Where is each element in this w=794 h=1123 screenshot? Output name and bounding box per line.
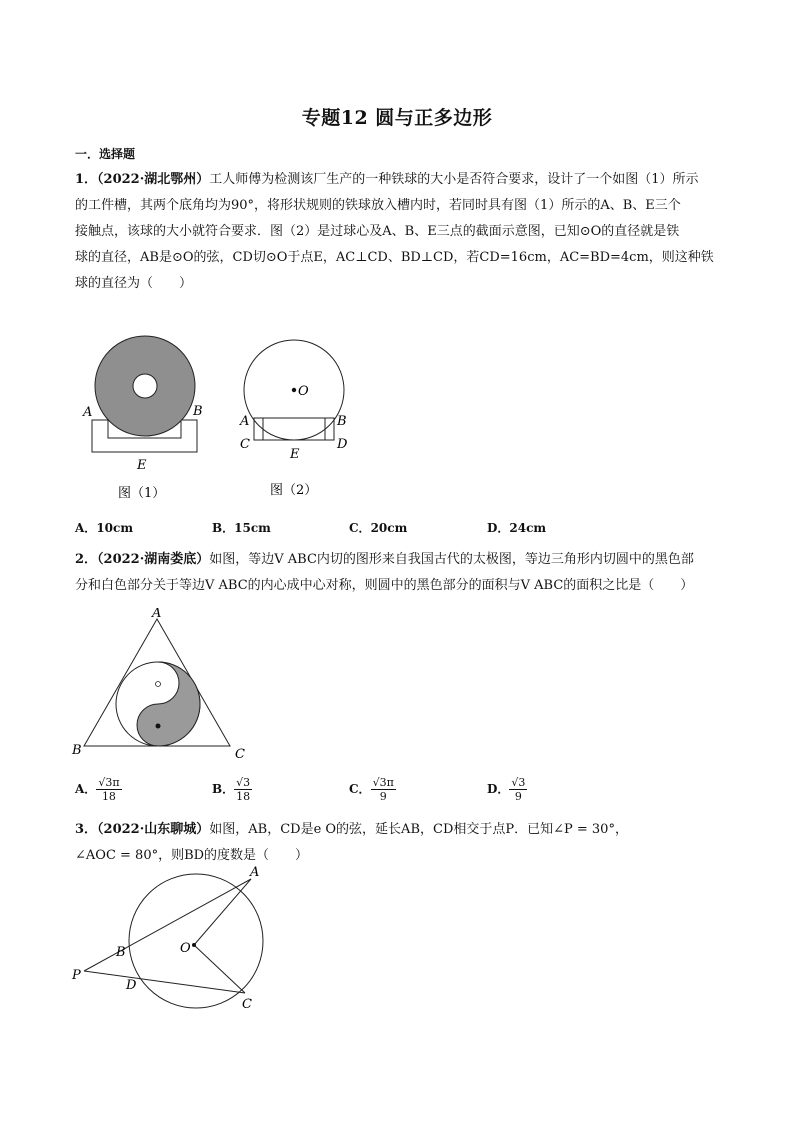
fig1-label-b: B: [193, 404, 203, 419]
question-2-text: [75, 547, 725, 599]
question-1-text: [75, 167, 725, 297]
q2-option-a-denominator: 18: [101, 790, 116, 803]
q2-option-c-fraction: [371, 776, 396, 803]
taiji-dark-dot: [156, 724, 161, 729]
question-1-line-1: [75, 167, 725, 193]
question-1-source: （2022·湖北鄂州）: [97, 172, 210, 187]
question-3-line-1: [75, 817, 725, 843]
q2-option-c[interactable]: [349, 776, 396, 803]
radius-oa: [194, 879, 251, 945]
q2-option-b[interactable]: [212, 776, 252, 803]
radius-oc: [194, 945, 245, 993]
question-2-number: 2．: [75, 552, 98, 567]
question-1-line-5: 球的直径为（ ）: [75, 276, 193, 291]
q2-option-b-numerator: √3: [236, 776, 251, 789]
question-1-line-4: 球的直径，AB是⊙O的弦，CD切⊙O于点E，AC⊥CD、BD⊥CD，若CD=16cm，AC=BD=4cm，则这种铁: [75, 250, 714, 265]
q2-option-c-label: C．: [349, 782, 371, 796]
line-pa: [84, 879, 251, 971]
fig-q3-label-o: O: [180, 941, 191, 956]
line-pc: [84, 971, 245, 993]
question-1-line-3: 接触点，该球的大小就符合要求．图（2）是过球心及A、B、E三点的截面示意图，已知⊙O的直径就是铁: [75, 224, 680, 239]
question-3-line-2: ∠AOC = 80°，则BD的度数是（ ）: [75, 848, 309, 863]
fig-q2-label-b: B: [72, 743, 82, 758]
q2-option-c-numerator: √3π: [372, 776, 394, 789]
q2-option-d-numerator: √3: [511, 776, 526, 789]
fig-q3-label-d: D: [126, 978, 137, 993]
center-o-dot: [292, 388, 296, 392]
q1-option-b[interactable]: [212, 519, 271, 536]
question-1-line-2: 的工件槽，其两个底角均为90°，将形状规则的铁球放入槽内时，若同时具有图（1）所示的A、B、E三个: [75, 198, 681, 213]
q1-option-c[interactable]: [349, 519, 407, 536]
q2-option-c-denominator: 9: [379, 790, 387, 803]
fig-q3-label-a: A: [250, 865, 260, 880]
fig2-label-e: E: [290, 447, 300, 462]
q2-option-d[interactable]: [487, 776, 527, 803]
fig2-label-c: C: [240, 437, 250, 452]
question-3-line-1-body: 如图，AB，CD是e O的弦，延长AB，CD相交于点P．已知∠P = 30°，: [209, 822, 628, 837]
page-title: 专题12 圆与正多边形: [301, 107, 493, 129]
q2-option-a[interactable]: [75, 776, 122, 803]
question-3-figure: [66, 855, 276, 1015]
rect-abdc: [254, 418, 334, 440]
q1-option-d-text: 24cm: [509, 521, 547, 535]
fig-q3-label-c: C: [242, 997, 252, 1012]
taiji-light-dot: [156, 682, 161, 687]
q1-option-c-label: C．: [349, 521, 371, 535]
question-2-figure: [68, 608, 258, 763]
q2-option-a-numerator: √3π: [98, 776, 120, 789]
figure-2-cross-section: [239, 340, 348, 498]
question-2-line-1: [75, 547, 725, 573]
fig2-label-b: B: [337, 414, 347, 429]
q1-option-a-label: A．: [75, 521, 97, 535]
question-3-source: （2022·山东聊城）: [97, 822, 210, 837]
fig-q3-label-p: P: [72, 968, 81, 983]
q1-option-a-text: 10cm: [96, 521, 134, 535]
q2-option-d-label: D．: [487, 782, 510, 796]
fig2-label-a: A: [240, 414, 250, 429]
fig2-label-o: O: [298, 384, 309, 399]
fig-q2-label-a: A: [152, 608, 162, 621]
q1-option-b-text: 15cm: [234, 521, 271, 535]
circle-o: [129, 874, 263, 1008]
fig1-label-e: E: [137, 458, 147, 473]
q1-option-b-label: B．: [212, 521, 235, 535]
fig1-caption: 图（1）: [118, 486, 166, 501]
question-1-figures: [80, 330, 370, 505]
fig2-label-d: D: [337, 437, 348, 452]
q2-option-b-label: B．: [212, 782, 235, 796]
q1-option-d[interactable]: [487, 519, 546, 536]
question-3-number: 3．: [75, 822, 98, 837]
q2-option-b-fraction: [234, 776, 252, 803]
question-1-number: 1．: [75, 172, 98, 187]
q2-option-a-fraction: [96, 776, 121, 803]
question-2-line-1-body: 如图，等边V ABC内切的图形来自我国古代的太极图，等边三角形内切圆中的黑色部: [209, 552, 694, 567]
q1-option-c-text: 20cm: [370, 521, 408, 535]
fig-q2-label-c: C: [235, 747, 245, 762]
fig1-label-a: A: [83, 405, 93, 420]
question-2-source: （2022·湖南娄底）: [97, 552, 210, 567]
q2-option-a-label: A．: [75, 782, 97, 796]
center-o-dot: [192, 943, 196, 947]
fig-q3-label-b: B: [116, 945, 126, 960]
q2-option-d-fraction: [509, 776, 527, 803]
section-heading: 一．选择题: [75, 147, 136, 161]
question-1-options: [75, 519, 725, 539]
figure-1-groove-diagram: [82, 336, 203, 501]
q1-option-a[interactable]: [75, 519, 133, 536]
fig2-caption: 图（2）: [270, 483, 318, 498]
question-2-line-2: 分和白色部分关于等边V ABC的内心成中心对称，则圆中的黑色部分的面积与V ABC的面积之比是（ ）: [75, 578, 694, 593]
q1-option-d-label: D．: [487, 521, 510, 535]
question-1-line-1-body: 工人师傅为检测该厂生产的一种铁球的大小是否符合要求，设计了一个如图（1）所示: [209, 172, 699, 187]
ball-hole: [133, 374, 157, 398]
q2-option-d-denominator: 9: [514, 790, 522, 803]
q2-option-b-denominator: 18: [236, 790, 251, 803]
